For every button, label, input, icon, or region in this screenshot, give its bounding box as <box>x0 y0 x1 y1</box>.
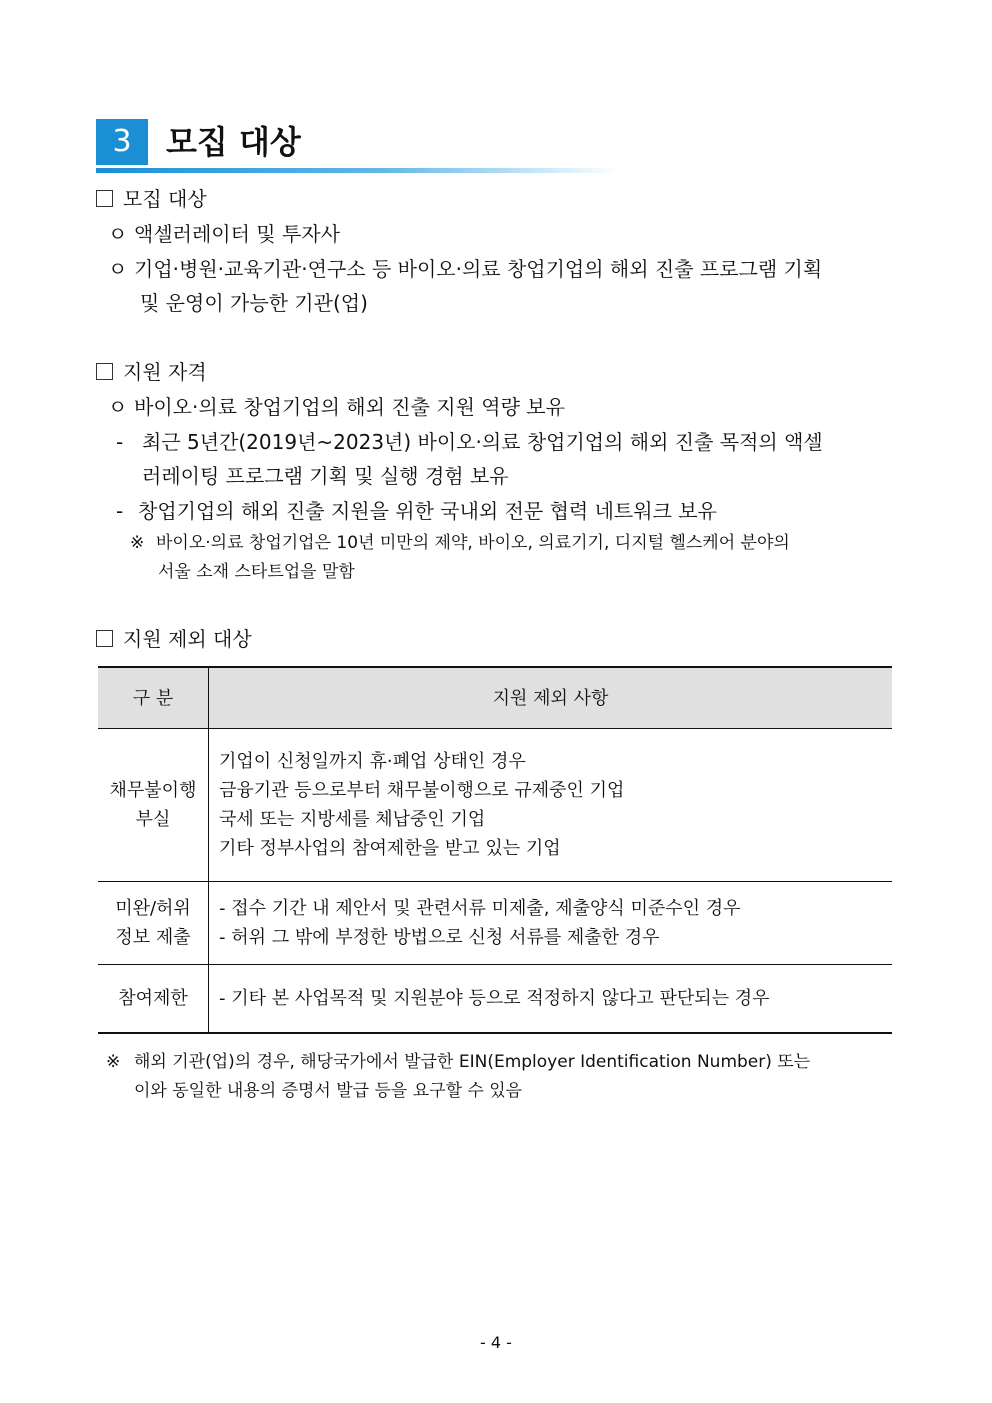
table-row <box>98 729 892 882</box>
checkbox-square-icon <box>96 190 113 207</box>
checkbox-square-icon <box>96 630 113 647</box>
qualification-dash-2 <box>116 496 717 526</box>
footnote <box>106 1049 810 1075</box>
dash-mark: - <box>116 430 124 454</box>
exclusion-heading-text: 지원 제외 대상 <box>123 627 252 651</box>
qualification-heading-text: 지원 자격 <box>123 360 207 384</box>
row-category <box>98 882 209 965</box>
recruit-bullet-2-text: 기업·병원·교육기관·연구소 등 바이오·의료 창업기업의 해외 진출 프로그램 기획 <box>134 257 823 281</box>
row-item: - 허위 그 밖에 부정한 방법으로 신청 서류를 제출한 경우 <box>219 927 660 948</box>
bullet-mark: ㅇ <box>108 395 128 419</box>
row-item: 국세 또는 지방세를 체납중인 기업 <box>219 809 486 830</box>
dash-mark: - <box>116 499 124 523</box>
exclusion-heading <box>96 624 252 654</box>
table-header-category: 구 분 <box>98 667 209 729</box>
section-title: 모집 대상 <box>166 123 301 161</box>
recruit-heading-text: 모집 대상 <box>123 187 207 211</box>
recruit-bullet-2 <box>108 254 822 284</box>
note-mark: ※ <box>130 533 145 553</box>
row-item: - 접수 기간 내 제안서 및 관련서류 미제출, 제출양식 미준수인 경우 <box>219 898 741 919</box>
row-item: 금융기관 등으로부터 채무불이행으로 규제중인 기업 <box>219 780 625 801</box>
qualification-dash-1-text: 최근 5년간(2019년~2023년) 바이오·의료 창업기업의 해외 진출 목적의 액셀 <box>142 430 823 454</box>
qualification-note <box>130 530 790 556</box>
page-number: - 4 - <box>480 1333 512 1352</box>
checkbox-square-icon <box>96 363 113 380</box>
row-category-line: 채무불이행 <box>109 780 197 801</box>
recruit-heading <box>96 184 207 214</box>
table-header-items: 지원 제외 사항 <box>209 667 893 729</box>
qualification-dash-2-text: 창업기업의 해외 진출 지원을 위한 국내외 전문 협력 네트워크 보유 <box>138 499 717 523</box>
bullet-mark: ㅇ <box>108 222 128 246</box>
section-underline <box>96 168 620 173</box>
row-category <box>98 965 209 1033</box>
qualification-dash-1-cont: 러레이팅 프로그램 기획 및 실행 경험 보유 <box>142 464 509 488</box>
qualification-dash-1 <box>116 427 823 457</box>
row-category-line: 미완/허위 <box>115 898 191 919</box>
table-row <box>98 882 892 965</box>
qualification-bullet-1 <box>108 392 565 422</box>
note-mark: ※ <box>106 1052 121 1072</box>
row-items <box>209 882 893 965</box>
recruit-bullet-1-text: 액셀러레이터 및 투자사 <box>134 222 340 246</box>
recruit-bullet-2-cont: 및 운영이 가능한 기관(업) <box>140 291 368 315</box>
row-items <box>209 729 893 882</box>
bullet-mark: ㅇ <box>108 257 128 281</box>
row-category <box>98 729 209 882</box>
footnote-text: 해외 기관(업)의 경우, 해당국가에서 발급한 EIN(Employer Identification Number) 또는 <box>134 1052 811 1072</box>
qualification-heading <box>96 357 207 387</box>
row-items <box>209 965 893 1033</box>
qualification-note-text: 바이오·의료 창업기업은 10년 미만의 제약, 바이오, 의료기기, 디지털 헬스케어 분야의 <box>156 533 790 553</box>
row-item: - 기타 본 사업목적 및 지원분야 등으로 적정하지 않다고 판단되는 경우 <box>219 987 770 1009</box>
row-category-line: 정보 제출 <box>115 927 191 948</box>
exclusion-table <box>98 666 892 1034</box>
recruit-bullet-1 <box>108 219 340 249</box>
footnote-cont: 이와 동일한 내용의 증명서 발급 등을 요구할 수 있음 <box>134 1081 523 1101</box>
row-category-line: 참여제한 <box>118 987 188 1009</box>
row-item: 기업이 신청일까지 휴·폐업 상태인 경우 <box>219 751 526 772</box>
row-item: 기타 정부사업의 참여제한을 받고 있는 기업 <box>219 838 561 859</box>
qualification-bullet-1-text: 바이오·의료 창업기업의 해외 진출 지원 역량 보유 <box>134 395 565 419</box>
table-row <box>98 965 892 1033</box>
section-number: 3 <box>96 119 148 165</box>
qualification-note-cont: 서울 소재 스타트업을 말함 <box>158 562 355 582</box>
row-category-line: 부실 <box>135 809 171 830</box>
